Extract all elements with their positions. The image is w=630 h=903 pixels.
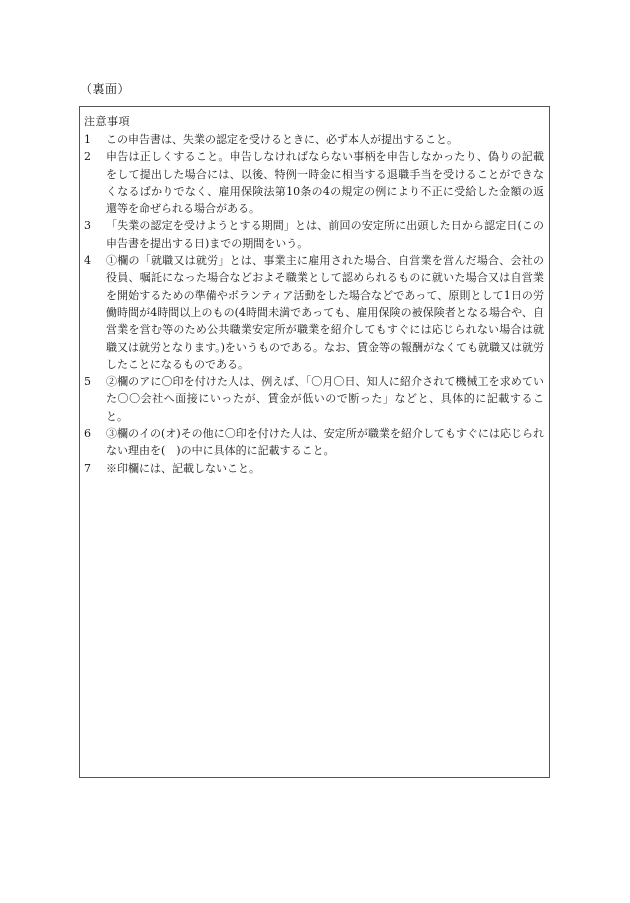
note-text: 申告は正しくすること。申告しなければならない事柄を申告しなかったり、偽りの記載をして提出した場合には、以後、特例一時金に相当する退職手当を受けることができなくなるばかりでなく、雇用保険法第10条の4の規定の例により不正に受給した金額の返還等を命ぜられる場合がある。 bbox=[106, 150, 544, 216]
note-number: 4 bbox=[84, 254, 91, 268]
note-number: 6 bbox=[84, 427, 91, 441]
notes-title: 注意事項 bbox=[84, 115, 130, 128]
note-text: ※印欄には、記載しないこと。 bbox=[106, 461, 260, 475]
note-item-2 bbox=[84, 148, 544, 217]
reverse-side-label: （裏面） bbox=[80, 82, 131, 96]
note-number: 5 bbox=[84, 375, 91, 389]
note-number: 7 bbox=[84, 461, 91, 475]
note-number: 1 bbox=[84, 133, 91, 146]
note-text: 「失業の認定を受けようとする期間」とは、前回の安定所に出頭した日から認定日(この申告書を提出する日)までの期間をいう。 bbox=[106, 219, 544, 250]
note-item-5 bbox=[84, 373, 544, 425]
note-text: ①欄の「就職又は就労」とは、事業主に雇用された場合、自営業を営んだ場合、会社の役員、嘱託になった場合などおよそ職業として認められるものに就いた場合又は自営業を開始するための準備やボランティア活動をした場合などであって、原則として1日の労働時間が4時間以上のもの(4時間未満であっても、雇用保険の被保険者となる場合や、自営業を営む等のため公共職業安定所が職業を紹介してもすぐには応じられない場合は就職又は就労となります。)をいうものである。なお、賃金等の報酬がなくても就職又は就労したことになるものである。 bbox=[106, 254, 544, 371]
note-item-4 bbox=[84, 252, 544, 373]
note-item-7 bbox=[84, 460, 544, 477]
note-item-1 bbox=[84, 131, 544, 148]
note-item-3 bbox=[84, 217, 544, 252]
note-number: 3 bbox=[84, 219, 91, 233]
note-text: ③欄のイの(オ)その他に〇印を付けた人は、安定所が職業を紹介してもすぐには応じられない理由を( )の中に具体的に記載すること。 bbox=[106, 427, 544, 458]
note-number: 2 bbox=[84, 150, 91, 164]
note-item-6 bbox=[84, 425, 544, 460]
notes-list bbox=[84, 131, 544, 477]
note-text: この申告書は、失業の認定を受けるときに、必ず本人が提出すること。 bbox=[106, 133, 458, 146]
note-text: ②欄のアに〇印を付けた人は、例えば、「〇月〇日、知人に紹介されて機械工を求めていた〇〇会社へ面接にいったが、賃金が低いので断った」などと、具体的に記載すること。 bbox=[106, 375, 544, 423]
